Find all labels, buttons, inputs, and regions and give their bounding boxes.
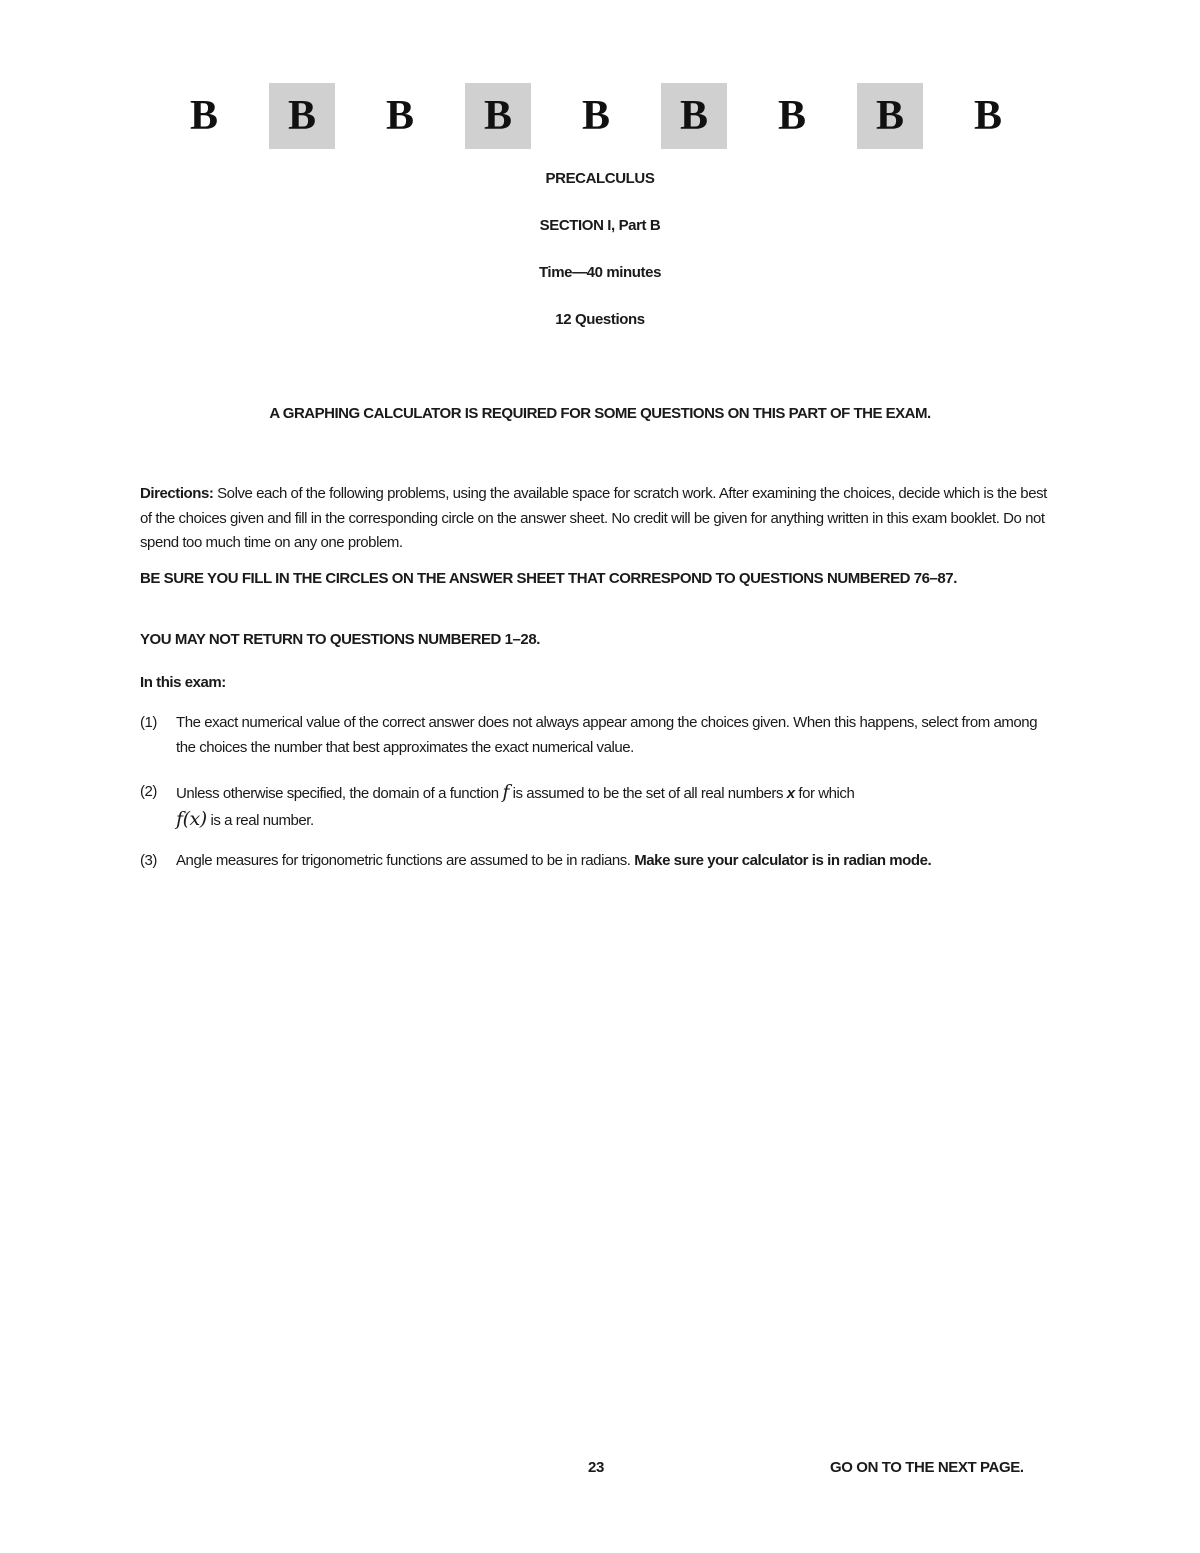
math-expression-fx: f(x) <box>176 807 207 830</box>
rule-number: (2) <box>140 783 157 800</box>
banner-letter: B <box>777 93 806 139</box>
directions-label: Directions: <box>140 485 214 502</box>
rule-text <box>176 780 1060 833</box>
subject-title: PRECALCULUS <box>545 170 655 187</box>
rule-number: (1) <box>140 714 157 731</box>
calculator-notice: A GRAPHING CALCULATOR IS REQUIRED FOR SOME QUESTIONS ON THIS PART OF THE EXAM. <box>269 405 931 422</box>
return-notice: YOU MAY NOT RETURN TO QUESTIONS NUMBERED 1–28. <box>140 631 540 648</box>
rule-text-part: is a real number. <box>206 811 314 829</box>
rule-text-part: Angle measures for trigonometric functions are assumed to be in radians. <box>176 852 635 869</box>
directions-text: Solve each of the following problems, using the available space for scratch work. After examining the choices, decide which is the best of the choices given and fill in the corresponding circle on the answer sheet. No credit will be given for anything written in this exam booklet. Do not spend too much time on any one problem. <box>140 485 1047 551</box>
banner-letter: B <box>661 83 727 149</box>
rule-text: The exact numerical value of the correct answer does not always appear among the choices given. When this happens, select from among the choices the number that best approximates the exact numerical value. <box>176 714 1038 756</box>
directions-paragraph <box>140 482 1060 556</box>
rule-number: (3) <box>140 852 157 869</box>
banner-letter: B <box>973 93 1002 139</box>
section-banner <box>171 83 1029 149</box>
rule-text <box>176 849 1060 874</box>
fill-notice: BE SURE YOU FILL IN THE CIRCLES ON THE ANSWER SHEET THAT CORRESPOND TO QUESTIONS NUMBERED 76–87. <box>140 570 957 587</box>
time-limit: Time—40 minutes <box>538 264 662 281</box>
rule-text-part: is assumed to be the set of all real numbers <box>508 785 787 802</box>
banner-letter: B <box>269 83 335 149</box>
question-count: 12 Questions <box>555 311 645 328</box>
math-variable-x: x <box>786 785 795 802</box>
rule-text-part: Unless otherwise specified, the domain of a function <box>176 785 503 802</box>
in-exam-label: In this exam: <box>140 674 226 691</box>
section-title: SECTION I, Part B <box>539 217 661 234</box>
math-variable-f: f <box>502 781 509 803</box>
page-number: 23 <box>588 1459 604 1476</box>
next-page-notice: GO ON TO THE NEXT PAGE. <box>830 1459 1024 1476</box>
rule-text-part: for which <box>794 785 855 802</box>
banner-letter: B <box>581 93 610 139</box>
banner-letter: B <box>189 93 218 139</box>
banner-letter: B <box>465 83 531 149</box>
banner-letter: B <box>857 83 923 149</box>
rule-text-bold: Make sure your calculator is in radian mode. <box>634 852 932 869</box>
banner-letter: B <box>385 93 414 139</box>
